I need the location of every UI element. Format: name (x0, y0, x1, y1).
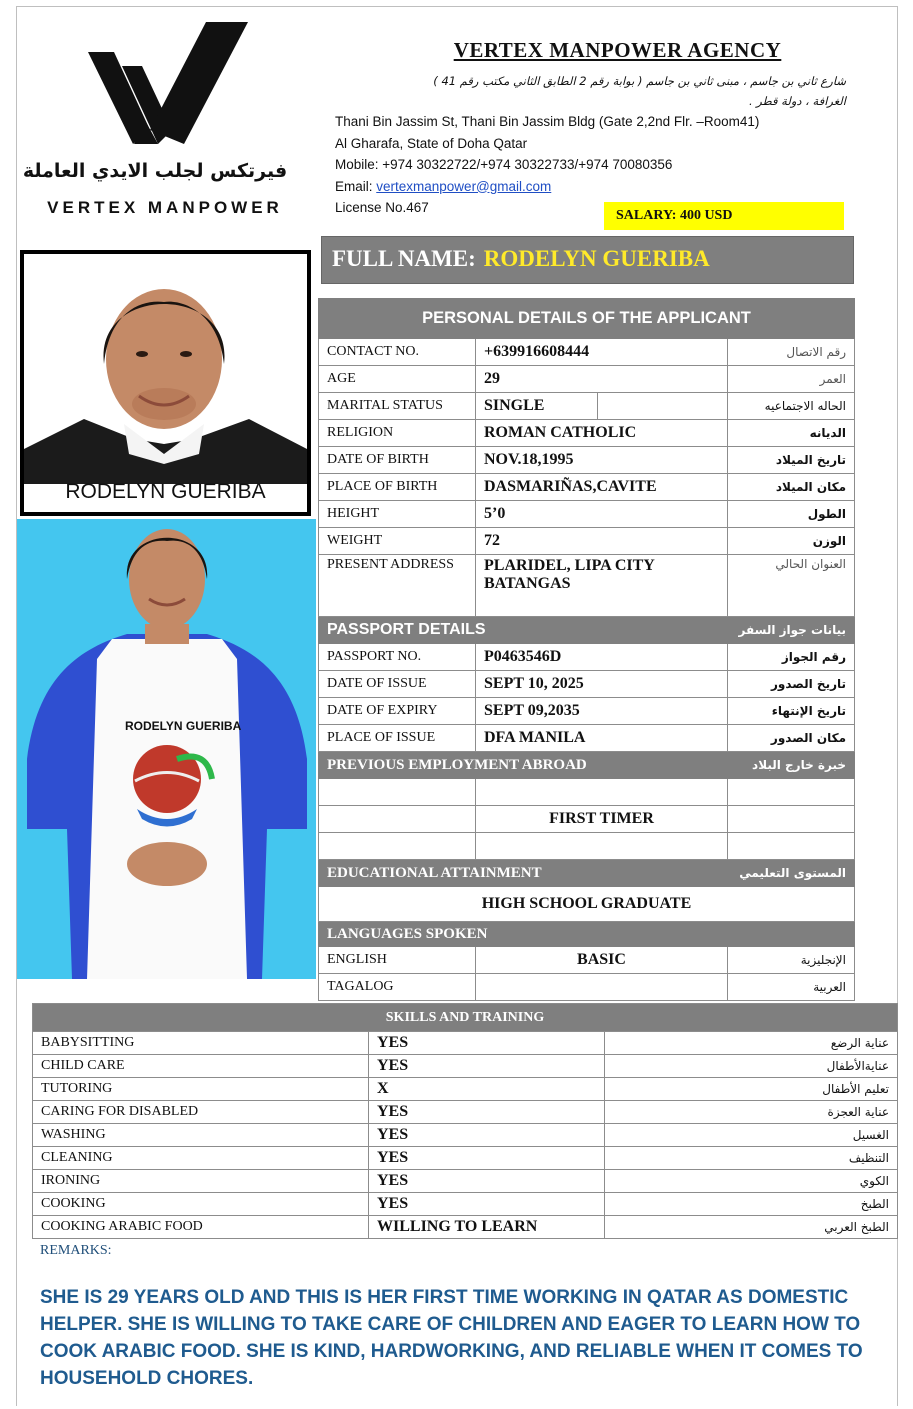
employment-title-ar: خبرة خارج البلاد (728, 752, 855, 779)
passport-title-ar: بيانات جواز السفر (728, 617, 855, 644)
table-row (319, 474, 855, 501)
salary-badge: SALARY: 400 USD (604, 202, 844, 230)
logo-english-name: VERTEX MANPOWER (47, 198, 283, 217)
skill-label-ar: تعليم الأطفال (605, 1078, 898, 1101)
skill-label: CARING FOR DISABLED (33, 1101, 369, 1124)
age-value: 29 (476, 366, 728, 393)
agency-info (335, 38, 860, 219)
table-row (319, 366, 855, 393)
weight-label-ar: الوزن (728, 528, 855, 555)
languages-header (319, 922, 855, 947)
language-tagalog-label: TAGALOG (319, 974, 476, 1001)
table-row (319, 947, 855, 974)
fullbody-illustration (17, 519, 316, 979)
table-row (33, 1124, 898, 1147)
religion-label-ar: الديانه (728, 420, 855, 447)
employment-value: FIRST TIMER (476, 806, 728, 833)
expiry-date-value: SEPT 09,2035 (476, 698, 728, 725)
skill-label-ar: الكوي (605, 1170, 898, 1193)
education-title-ar: المستوى التعليمي (728, 860, 855, 887)
skill-label: COOKING (33, 1193, 369, 1216)
full-name-label: FULL NAME: (332, 246, 476, 271)
skill-label-ar: عناية العجزة (605, 1101, 898, 1124)
portrait-illustration (24, 254, 307, 512)
table-row (319, 393, 855, 420)
table-row (33, 1216, 898, 1239)
contact-label-ar: رقم الاتصال (728, 339, 855, 366)
skill-label: WASHING (33, 1124, 369, 1147)
skill-label-ar: الطبخ (605, 1193, 898, 1216)
weight-label: WEIGHT (319, 528, 476, 555)
agency-address-arabic-line2: الغرافة ، دولة قطر . (748, 94, 846, 108)
skill-value: YES (369, 1147, 605, 1170)
marital-status-label-ar: الحاله الاجتماعيه (728, 393, 855, 420)
expiry-date-label: DATE OF EXPIRY (319, 698, 476, 725)
remarks-label: REMARKS: (40, 1243, 112, 1258)
table-row (319, 779, 855, 806)
issue-date-label: DATE OF ISSUE (319, 671, 476, 698)
height-label-ar: الطول (728, 501, 855, 528)
skill-value: YES (369, 1032, 605, 1055)
address-line2: BATANGAS (484, 575, 571, 592)
table-row (319, 671, 855, 698)
skill-label-ar: عنايةالأطفال (605, 1055, 898, 1078)
table-row (319, 806, 855, 833)
skill-label-ar: الطبخ العربي (605, 1216, 898, 1239)
applicant-fullbody-photo (17, 519, 316, 979)
agency-license: License No.467 (335, 200, 429, 215)
height-label: HEIGHT (319, 501, 476, 528)
table-row (319, 501, 855, 528)
language-english-value: BASIC (476, 947, 728, 974)
passport-no-label-ar: رقم الجواز (728, 644, 855, 671)
table-row (33, 1193, 898, 1216)
logo-arabic-name: فيرتكس لجلب الايدي العاملة (22, 160, 288, 182)
dob-label: DATE OF BIRTH (319, 447, 476, 474)
contact-label: CONTACT NO. (319, 339, 476, 366)
table-row (319, 644, 855, 671)
dob-label-ar: تاريخ الميلاد (728, 447, 855, 474)
skills-title: SKILLS AND TRAINING (33, 1004, 898, 1032)
language-tagalog-label-ar: العربية (728, 974, 855, 1001)
skills-table (32, 1003, 898, 1239)
table-row (33, 1170, 898, 1193)
language-tagalog-value (476, 974, 728, 1001)
skill-value: YES (369, 1170, 605, 1193)
issue-place-label: PLACE OF ISSUE (319, 725, 476, 752)
passport-header (319, 617, 855, 644)
skill-label-ar: عناية الرضع (605, 1032, 898, 1055)
full-name-bar (321, 236, 854, 284)
issue-date-label-ar: تاريخ الصدور (728, 671, 855, 698)
language-english-label-ar: الإنجليزية (728, 947, 855, 974)
issue-date-value: SEPT 10, 2025 (476, 671, 728, 698)
address-label-ar: العنوان الحالي (728, 555, 855, 617)
address-line1: PLARIDEL, LIPA CITY (484, 557, 655, 574)
skill-value: X (369, 1078, 605, 1101)
skills-header (33, 1004, 898, 1032)
agency-email-row (335, 176, 860, 198)
email-link[interactable]: vertexmanpower@gmail.com (376, 178, 552, 194)
weight-value: 72 (476, 528, 728, 555)
table-row (319, 887, 855, 922)
agency-address-line1: Thani Bin Jassim St, Thani Bin Jassim Bldg (Gate 2,2nd Flr. –Room41) (335, 114, 760, 129)
address-value (476, 555, 728, 617)
skill-label: CLEANING (33, 1147, 369, 1170)
pob-label: PLACE OF BIRTH (319, 474, 476, 501)
education-title: EDUCATIONAL ATTAINMENT (319, 860, 728, 887)
skill-value: YES (369, 1101, 605, 1124)
language-english-label: ENGLISH (319, 947, 476, 974)
table-row (33, 1101, 898, 1124)
religion-value: ROMAN CATHOLIC (476, 420, 728, 447)
education-header (319, 860, 855, 887)
table-row (319, 974, 855, 1001)
contact-value: +639916608444 (476, 339, 728, 366)
skill-label: BABYSITTING (33, 1032, 369, 1055)
skill-value: YES (369, 1055, 605, 1078)
email-label: Email: (335, 178, 377, 194)
languages-title: LANGUAGES SPOKEN (319, 922, 855, 947)
apron-name: RODELYN GUERIBA (125, 719, 242, 733)
marital-status-blank (598, 393, 728, 420)
table-row (33, 1032, 898, 1055)
issue-place-value: DFA MANILA (476, 725, 728, 752)
agency-address-line2: Al Gharafa, State of Doha Qatar (335, 135, 528, 151)
table-row (33, 1078, 898, 1101)
agency-address-arabic (335, 71, 860, 111)
issue-place-label-ar: مكان الصدور (728, 725, 855, 752)
skill-label-ar: الغسيل (605, 1124, 898, 1147)
passport-title: PASSPORT DETAILS (319, 617, 728, 644)
table-row (319, 725, 855, 752)
vertex-logo (20, 22, 310, 227)
personal-details-title: PERSONAL DETAILS OF THE APPLICANT (319, 299, 855, 339)
personal-details-header (319, 299, 855, 339)
table-row (33, 1147, 898, 1170)
skill-label: CHILD CARE (33, 1055, 369, 1078)
age-label-ar: العمر (728, 366, 855, 393)
skill-label: IRONING (33, 1170, 369, 1193)
skill-value: WILLING TO LEARN (369, 1216, 605, 1239)
remarks-text: SHE IS 29 YEARS OLD AND THIS IS HER FIRST TIME WORKING IN QATAR AS DOMESTIC HELPER. SHE IS WILLING TO TAKE CARE OF CHILDREN AND EAGER TO LEARN HOW TO COOK ARABIC FOOD. SHE IS KIND, HARDWORKING, AND RELIABLE WHEN IT COMES TO HOUSEHOLD CHORES. (40, 1287, 863, 1389)
table-row (319, 698, 855, 725)
agency-address-arabic-line1: شارع ثاني بن جاسم ، مبنى ثاني بن جاسم ( بوابة رقم 2 الطابق الثاني مكتب رقم 41 ) (433, 74, 846, 88)
dob-value: NOV.18,1995 (476, 447, 728, 474)
height-value: 5’0 (476, 501, 728, 528)
age-label: AGE (319, 366, 476, 393)
skill-value: YES (369, 1124, 605, 1147)
skill-value: YES (369, 1193, 605, 1216)
religion-label: RELIGION (319, 420, 476, 447)
table-row (319, 420, 855, 447)
address-label: PRESENT ADDRESS (319, 555, 476, 617)
table-row (319, 833, 855, 860)
table-row (319, 528, 855, 555)
full-name-value: RODELYN GUERIBA (483, 246, 710, 271)
expiry-date-label-ar: تاريخ الإنتهاء (728, 698, 855, 725)
agency-mobile: Mobile: +974 30322722/+974 30322733/+974 70080356 (335, 157, 673, 172)
skill-label: COOKING ARABIC FOOD (33, 1216, 369, 1239)
vertex-v-logo-icon (88, 22, 248, 147)
table-row (33, 1055, 898, 1078)
marital-status-value: SINGLE (476, 393, 598, 420)
table-row (319, 447, 855, 474)
skill-label: TUTORING (33, 1078, 369, 1101)
applicant-details-table (318, 298, 855, 1001)
employment-title: PREVIOUS EMPLOYMENT ABROAD (319, 752, 728, 779)
agency-title: VERTEX MANPOWER AGENCY (453, 38, 782, 62)
pob-value: DASMARIÑAS,CAVITE (476, 474, 728, 501)
table-row (319, 339, 855, 366)
table-row (319, 555, 855, 617)
applicant-portrait (20, 250, 311, 516)
passport-no-label: PASSPORT NO. (319, 644, 476, 671)
employment-header (319, 752, 855, 779)
passport-no-value: P0463546D (476, 644, 728, 671)
skill-label-ar: التنظيف (605, 1147, 898, 1170)
pob-label-ar: مكان الميلاد (728, 474, 855, 501)
portrait-caption: RODELYN GUERIBA (65, 480, 266, 503)
marital-status-label: MARITAL STATUS (319, 393, 476, 420)
education-value: HIGH SCHOOL GRADUATE (319, 887, 855, 922)
